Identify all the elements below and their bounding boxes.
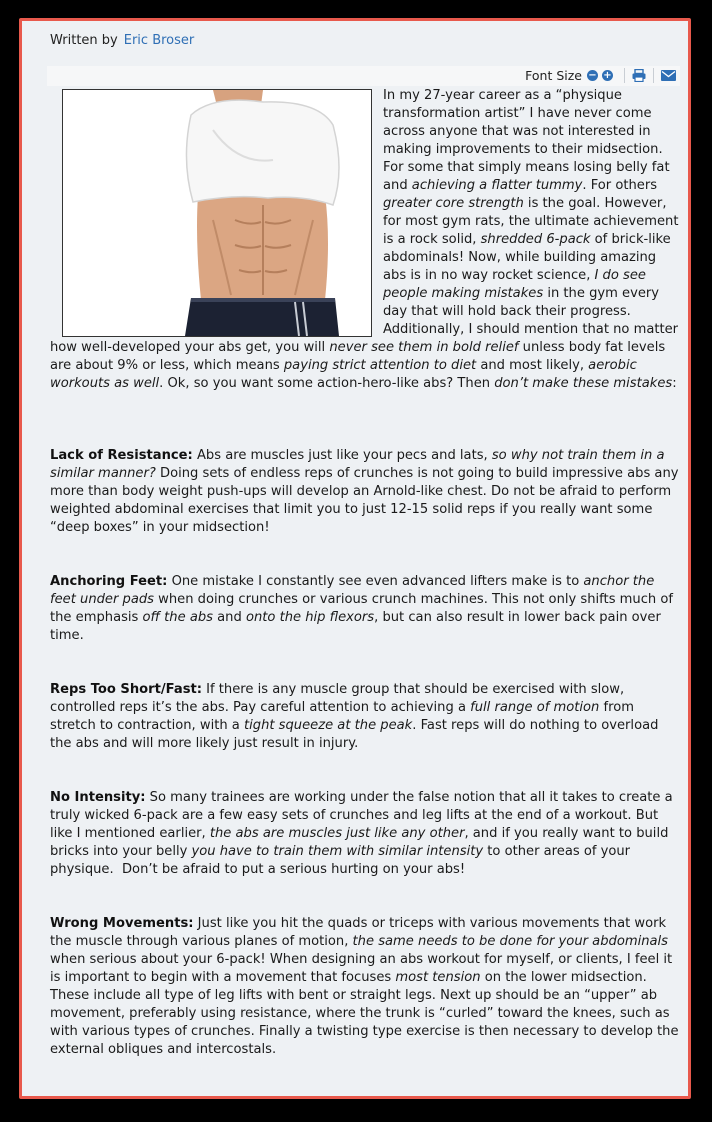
text-run: : — [672, 376, 677, 391]
emphasis: the same needs to be done for your abdominals — [352, 934, 668, 949]
text-run: If there is any muscle group that should be exercised with slow, controlled reps it’s the abs. Pay careful attention to achieving a — [50, 682, 625, 715]
text-run: So many trainees are working under the false notion that all it takes to create a truly wicked 6-pack are a few easy sets of crunches and leg lifts at the end of a workout. But like I mentioned earlier, — [50, 790, 673, 841]
emphasis: achieving a flatter tummy — [411, 178, 583, 193]
section-heading: Lack of Resistance: — [50, 448, 193, 463]
text-run: Just like you hit the quads or triceps with various movements that work the muscle through various planes of motion, — [50, 916, 667, 949]
emphasis: paying strict attention to diet — [283, 358, 477, 373]
emphasis: tight squeeze at the peak — [244, 718, 413, 733]
text-run: , but can also result in lower back pain over time. — [50, 610, 661, 643]
section-reps-too-short — [50, 681, 680, 753]
text-run: and most likely, — [476, 358, 589, 373]
emphasis: full range of motion — [470, 700, 600, 715]
section-heading: No Intensity: — [50, 790, 146, 805]
text-run: . Fast reps will do nothing to overload the abs and will more likely just result in injury. — [50, 718, 659, 751]
emphasis: I do see people making mistakes — [383, 268, 646, 301]
text-run: when serious about your 6-pack! When designing an abs workout for myself, or clients, I feel it is important to begin with a movement that focuses — [50, 952, 673, 985]
emphasis: most tension — [395, 970, 481, 985]
emphasis: you have to train them with similar intensity — [191, 844, 484, 859]
section-heading: Anchoring Feet: — [50, 574, 168, 589]
byline-prefix: Written by — [50, 33, 118, 48]
section-anchoring-feet — [50, 573, 680, 645]
article-photo — [62, 89, 372, 337]
emphasis: anchor the feet under pads — [50, 574, 655, 607]
emphasis: the abs are muscles just like any other — [209, 826, 465, 841]
emphasis: onto the hip flexors — [245, 610, 375, 625]
article-body — [50, 87, 680, 1059]
envelope-icon[interactable] — [661, 70, 676, 81]
text-run: on the lower midsection. These include all type of leg lifts with bent or straight legs. Next up should be an “upper” ab movement, preferably using resistance, where the trunk is “curled” toward the knees, such as with various types of crunches. Finally a twisting type exercise is then necessary to develop the external obliques and intercostals. — [50, 970, 679, 1057]
text-run: Abs are muscles just like your pecs and lats, — [192, 448, 492, 463]
article-frame — [19, 18, 691, 1099]
text-run: . For others — [582, 178, 658, 193]
emphasis: so why not train them in a similar manner? — [50, 448, 665, 481]
text-run: to other areas of your physique. Don’t be afraid to put a serious hurting on your abs! — [50, 844, 631, 877]
text-run: unless body fat levels are about 9% or less, which means — [50, 340, 666, 373]
article-toolbar — [47, 66, 680, 86]
emphasis: off the abs — [142, 610, 213, 625]
text-run: , and if you really want to build bricks into your belly — [50, 826, 669, 859]
section-lack-of-resistance — [50, 447, 680, 537]
section-heading: Reps Too Short/Fast: — [50, 682, 202, 697]
emphasis: never see them in bold relief — [329, 340, 519, 355]
emphasis: greater core strength — [383, 196, 524, 211]
plus-circle-icon[interactable]: + — [603, 70, 612, 81]
minus-circle-icon[interactable]: − — [588, 70, 597, 81]
section-no-intensity — [50, 789, 680, 879]
emphasis: don’t make these mistakes — [494, 376, 673, 391]
divider — [653, 68, 654, 83]
text-run: is the goal. However, for most gym rats, the ultimate achievement is a rock solid, — [383, 196, 679, 247]
emphasis: aerobic workouts as well — [50, 358, 637, 391]
section-heading: Wrong Movements: — [50, 916, 194, 931]
emphasis: shredded 6-pack — [480, 232, 591, 247]
divider — [624, 68, 625, 83]
text-run: In my 27-year career as a “physique transformation artist” I have never come across anyone that was not interested in making improvements to their midsection. For some that simply means losing belly fat and — [383, 88, 670, 193]
author-link[interactable]: Eric Broser — [123, 33, 195, 48]
section-wrong-movements — [50, 915, 680, 1059]
text-run: when doing crunches or various crunch machines. This not only shifts much of the emphasis — [50, 592, 674, 625]
text-run: in the gym every day that will hold back their progress. Additionally, I should mention that no matter how well-developed your abs get, you will — [50, 286, 679, 355]
text-run: . Ok, so you want some action-hero-like abs? Then — [159, 376, 495, 391]
torso-illustration — [63, 90, 371, 336]
text-run: and — [212, 610, 246, 625]
printer-icon[interactable] — [632, 69, 646, 82]
text-run: from stretch to contraction, with a — [50, 700, 634, 733]
text-run: Doing sets of endless reps of crunches is not going to build impressive abs any more than body weight push-ups will develop an Arnold-like chest. Do not be afraid to perform weighted abdominal exercises that limit you to just 12-15 solid reps if you really want some “deep boxes” in your midsection! — [50, 466, 679, 535]
text-run: One mistake I constantly see even advanced lifters make is to — [167, 574, 584, 589]
text-run: of brick-like abdominals! Now, while building amazing abs is in no way rocket science, — [383, 232, 671, 283]
font-size-label: Font Size — [525, 68, 582, 83]
byline — [50, 33, 194, 48]
